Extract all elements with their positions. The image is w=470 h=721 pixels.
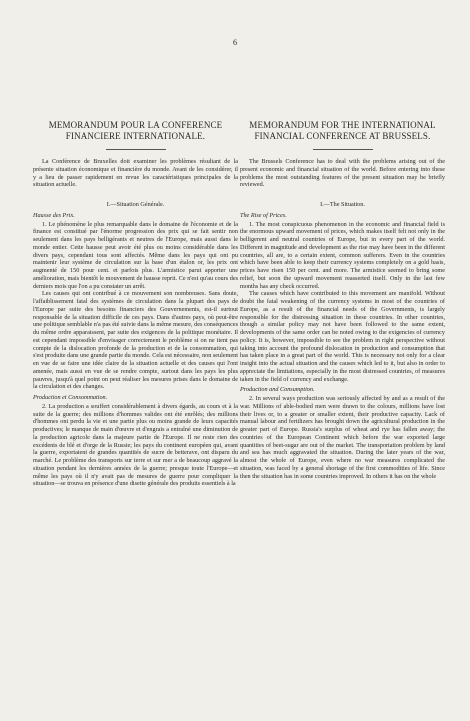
title-rule	[106, 149, 166, 150]
french-subheading-prices: Hausse des Prix.	[33, 211, 75, 219]
english-paragraph: 1. The most conspicuous phenomenon in the economic and financial field is the enormous upward movement of prices, which makes itself felt not only in the belligerent and neutral countries of Europe, but in every part of the world. Different in magnitude and development as the rise may have been in the different countries, all are, to a certain extent, common sufferers. Even in the countries which have been able to keep their currency systems completely on a gold basis, prices have risen 150 per cent. and more. The armistice seemed to bring some relief, but soon the upward movement reasserted itself. Only in the last few months has any check occurred.	[240, 220, 445, 290]
english-column	[240, 120, 445, 480]
english-paragraph: The causes which have contributed to this movement are manifold. Without doubt the fatal weakening of the currency systems in most of the countries of Europe, as a result of the financial needs of the Governments, is largely responsible for the distressing situation in these countries. In other countries, though a similar policy may not have been followed to the same extent, developments of the same order can be noted owing to the exigencies of currency policy. It is, however, impossible to see the problem in right perspective without taking into account the profound dislocation in production and consumption that has taken place in a great part of the world. This is necessary not only for a clear insight into the actual situation and the causes which led to it, but also in order to appreciate the limitations, especially in the most distressed countries, of measures taken in the field of currency and exchange.	[240, 290, 445, 383]
english-subheading-prices: The Rise of Prices.	[240, 211, 287, 219]
french-paragraph: 1. Le phénomène le plus remarquable dans le domaine de l'économie et de la finance est constitué par l'énorme progression des prix qui se fait sentir non seulement dans les pays belligérants et neutres de l'Europe, mais aussi dans le monde entier. Cette hausse peut avoir été plus ou moins considérable dans les divers pays, cependant tous sont affectés. Même dans les pays qui ont pu maintenir leur système de circulation sur la base d'un étalon or, les prix ont augmenté de 150 pour cent. et parfois plus. L'armistice parut apporter une amélioration, mais bientôt le mouvement de hausse reprit. Ce n'est qu'au cours des derniers mois que l'on a pu constater un arrêt.	[33, 220, 238, 290]
english-title	[240, 120, 445, 142]
french-paragraph: Les causes qui ont contribué à ce mouvement son nombreuses. Sans doute, l'affaiblissement fatal des systèmes de circulation dans la plupart des pays de l'Europe par suite des besoins financiers des Gouvernements, est-il surtout responsable de la situation difficile de ces pays. Dans d'autres pays, où peut-être une politique semblable n'a pas été suivie dans la même mesure, des conséquences du même ordre apparaissent, par suite des exigences de la politique monétaire. Il est cependant impossible d'envisager correctement le problème si on ne tient pas compte de la dislocation profonde de la production et de la consommation, qui s'est produite dans une grande partie du monde. Cela est nécessaire, non seulement en vue de se faire une idée claire de la situation actuelle et des causes qui l'ont amenée, mais aussi en vue de se rendre compte, surtout dans les pays les plus pauvres, jusqu'à quel point on peut réaliser les mesures prises dans le domaine de la circulation et des changes.	[33, 290, 238, 391]
english-section-heading: I.—The Situation.	[320, 201, 365, 208]
french-intro: La Conférence de Bruxelles doit examiner les problèmes résultant de la présente situation économique et financière du monde. Avant de les considérer, il y a lieu de passer rapidement en revue les caractéristiques principales de la situation actuelle.	[33, 158, 238, 189]
english-paragraph: 2. In several ways production was seriously affected by and as a result of the war. Millions of able-bodied men were drawn to the colours, millions have lost their lives or, to a greater or smaller extent, their productive capacity. Lack of manual labour and fertilizers has brought down the agricultural production in the greater part of Europe. Russia's surplus of wheat and rye has fallen away; the countries of the European Continent which before the war exported large quantities of beet-sugar are out of the market. The transportation problem by land and sea has much aggravated the situation. During the later years of the war, almost the whole of Europe, even where no war measures complicated the situation, was faced by a general shortage of the first commodities of life. Since then the situation has in some countries improved. In others it has on the whole	[240, 395, 445, 480]
english-intro: The Brussels Conference has to deal with the problems arising out of the present economic and financial situation of the world. Before entering into these problems the most outstanding features of the present situation may be briefly reviewed.	[240, 158, 445, 189]
page-number: 6	[233, 38, 237, 47]
french-title-line: FINANCIERE INTERNATIONALE.	[65, 131, 206, 141]
french-title-line: MEMORANDUM POUR LA CONFERENCE	[48, 120, 223, 130]
french-paragraph: 2. La production a souffert considérablement à divers égards, au cours et à la suite de la guerre; des millions d'hommes valides ont été enrôlés; des millions d'hommes ont perdu la vie et une partie plus ou moins grande de leurs capacités productives; le manque de main d'œuvre et d'engrais a entraîné une diminution de la production agricole dans la majeure partie de l'Europe. Il ne reste rien des excédents de blé et d'orge de la Russie; les pays du continent européen qui, avant la guerre, exportaient de grandes quantités de sucre de betterave, ont disparu du marché. Le problème des transports sur terre et sur mer a de beaucoup aggravé la situation pendant les dernières années de la guerre; presque toute l'Europe—et même les pays où il n'y avait pas de mesures de guerre pour compliquer la situation—se trouva en présence d'une disette générale des produits essentiels à la	[33, 402, 238, 488]
title-rule	[313, 149, 373, 150]
french-column	[33, 120, 238, 488]
english-title-line: MEMORANDUM FOR THE INTERNATIONAL	[249, 120, 436, 130]
french-title	[33, 120, 238, 142]
english-subheading-production: Production and Consumption.	[240, 386, 315, 394]
french-section-heading: I.—Situation Générale.	[106, 201, 165, 208]
french-subheading-production: Production et Consommation.	[33, 394, 108, 401]
english-title-line: FINANCIAL CONFERENCE AT BRUSSELS.	[254, 131, 431, 141]
